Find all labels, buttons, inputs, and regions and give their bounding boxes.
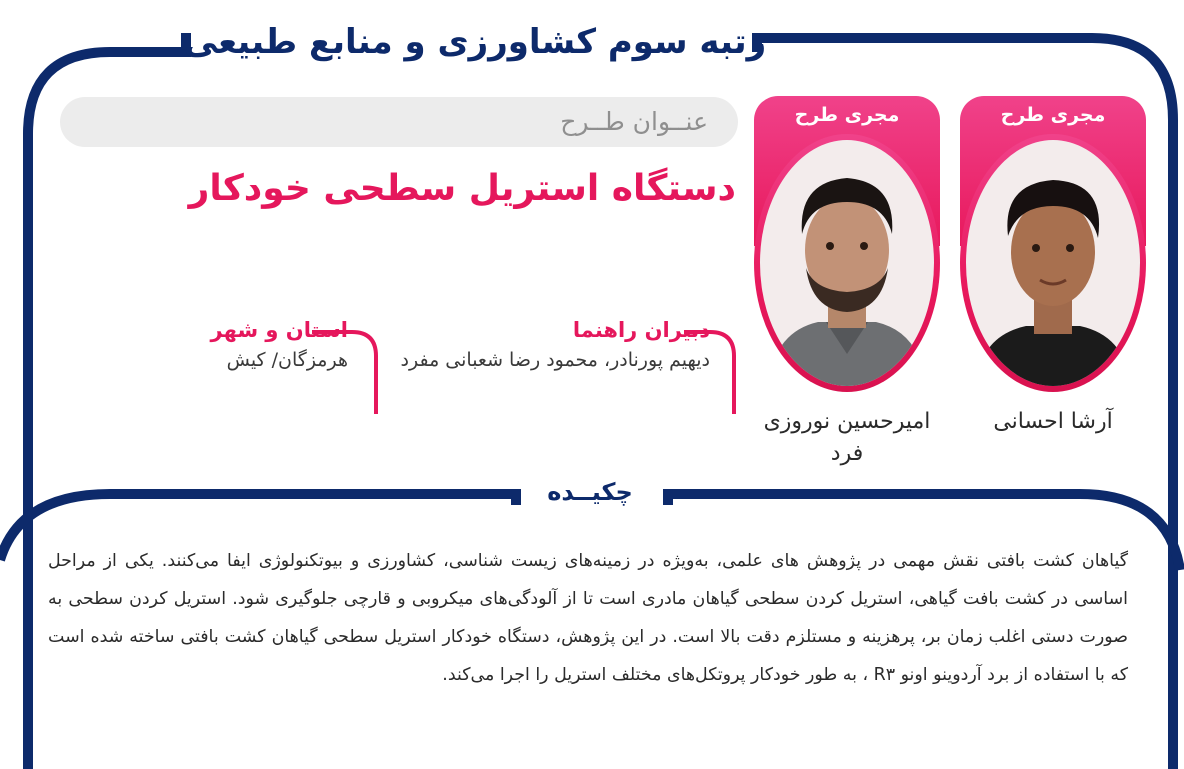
supervisors-heading: دبیران راهنما — [572, 318, 710, 342]
abstract-heading: چکیــده — [547, 478, 633, 506]
card-oval — [754, 134, 940, 392]
card-label: مجری طرح — [794, 104, 900, 126]
abstract-text: گیاهان کشت بافتی نقش مهمی در پژوهش های علمی، به‌ویژه در زمینه‌های زیست شناسی، کشاورزی و بیوتکنولوژی ایفا می‌کنند. یکی از مراحل اساسی در کشت بافت گیاهی، استریل کردن سطحی گیاهان مادری است تا از آلودگی‌های میکروبی و قارچی جلوگیری شود. استریل کردن سطحی به صورت دستی اغلب زمان بر، پرهزینه و مستلزم دقت بالا است. در این پژوهش، دستگاه خودکار استریل سطحی گیاهان کشت بافتی ساخته شده است که با استفاده از برد آردوینو اونو R۳ ، به طور خودکار پروتکل‌های مختلف استریل را اجرا می‌کند. — [48, 551, 1128, 685]
project-title-label: عنــوان طــرح — [560, 107, 708, 136]
portrait-photo-icon — [760, 140, 934, 386]
rank-title: رتبه سوم کشاورزی و منابع طبیعی — [183, 22, 767, 62]
location-heading: استان و شهر — [210, 318, 348, 342]
card-oval — [960, 134, 1146, 392]
supervisors-names: دیهیم پورنادر، محمود رضا شعبانی مفرد — [400, 349, 710, 371]
executor-card — [754, 96, 940, 466]
executor-card — [960, 96, 1146, 434]
card-label: مجری طرح — [1000, 104, 1106, 126]
portrait-photo-icon — [966, 140, 1140, 386]
project-title-pill — [60, 97, 738, 147]
location-value: هرمزگان/ کیش — [226, 349, 348, 371]
executor-name: آرشا احسانی — [993, 409, 1113, 434]
project-title: دستگاه استریل سطحی خودکار — [188, 168, 736, 209]
executor-name: امیرحسین نوروزی فرد — [763, 409, 931, 466]
location-block — [150, 318, 348, 374]
supervisors-block — [400, 318, 710, 374]
